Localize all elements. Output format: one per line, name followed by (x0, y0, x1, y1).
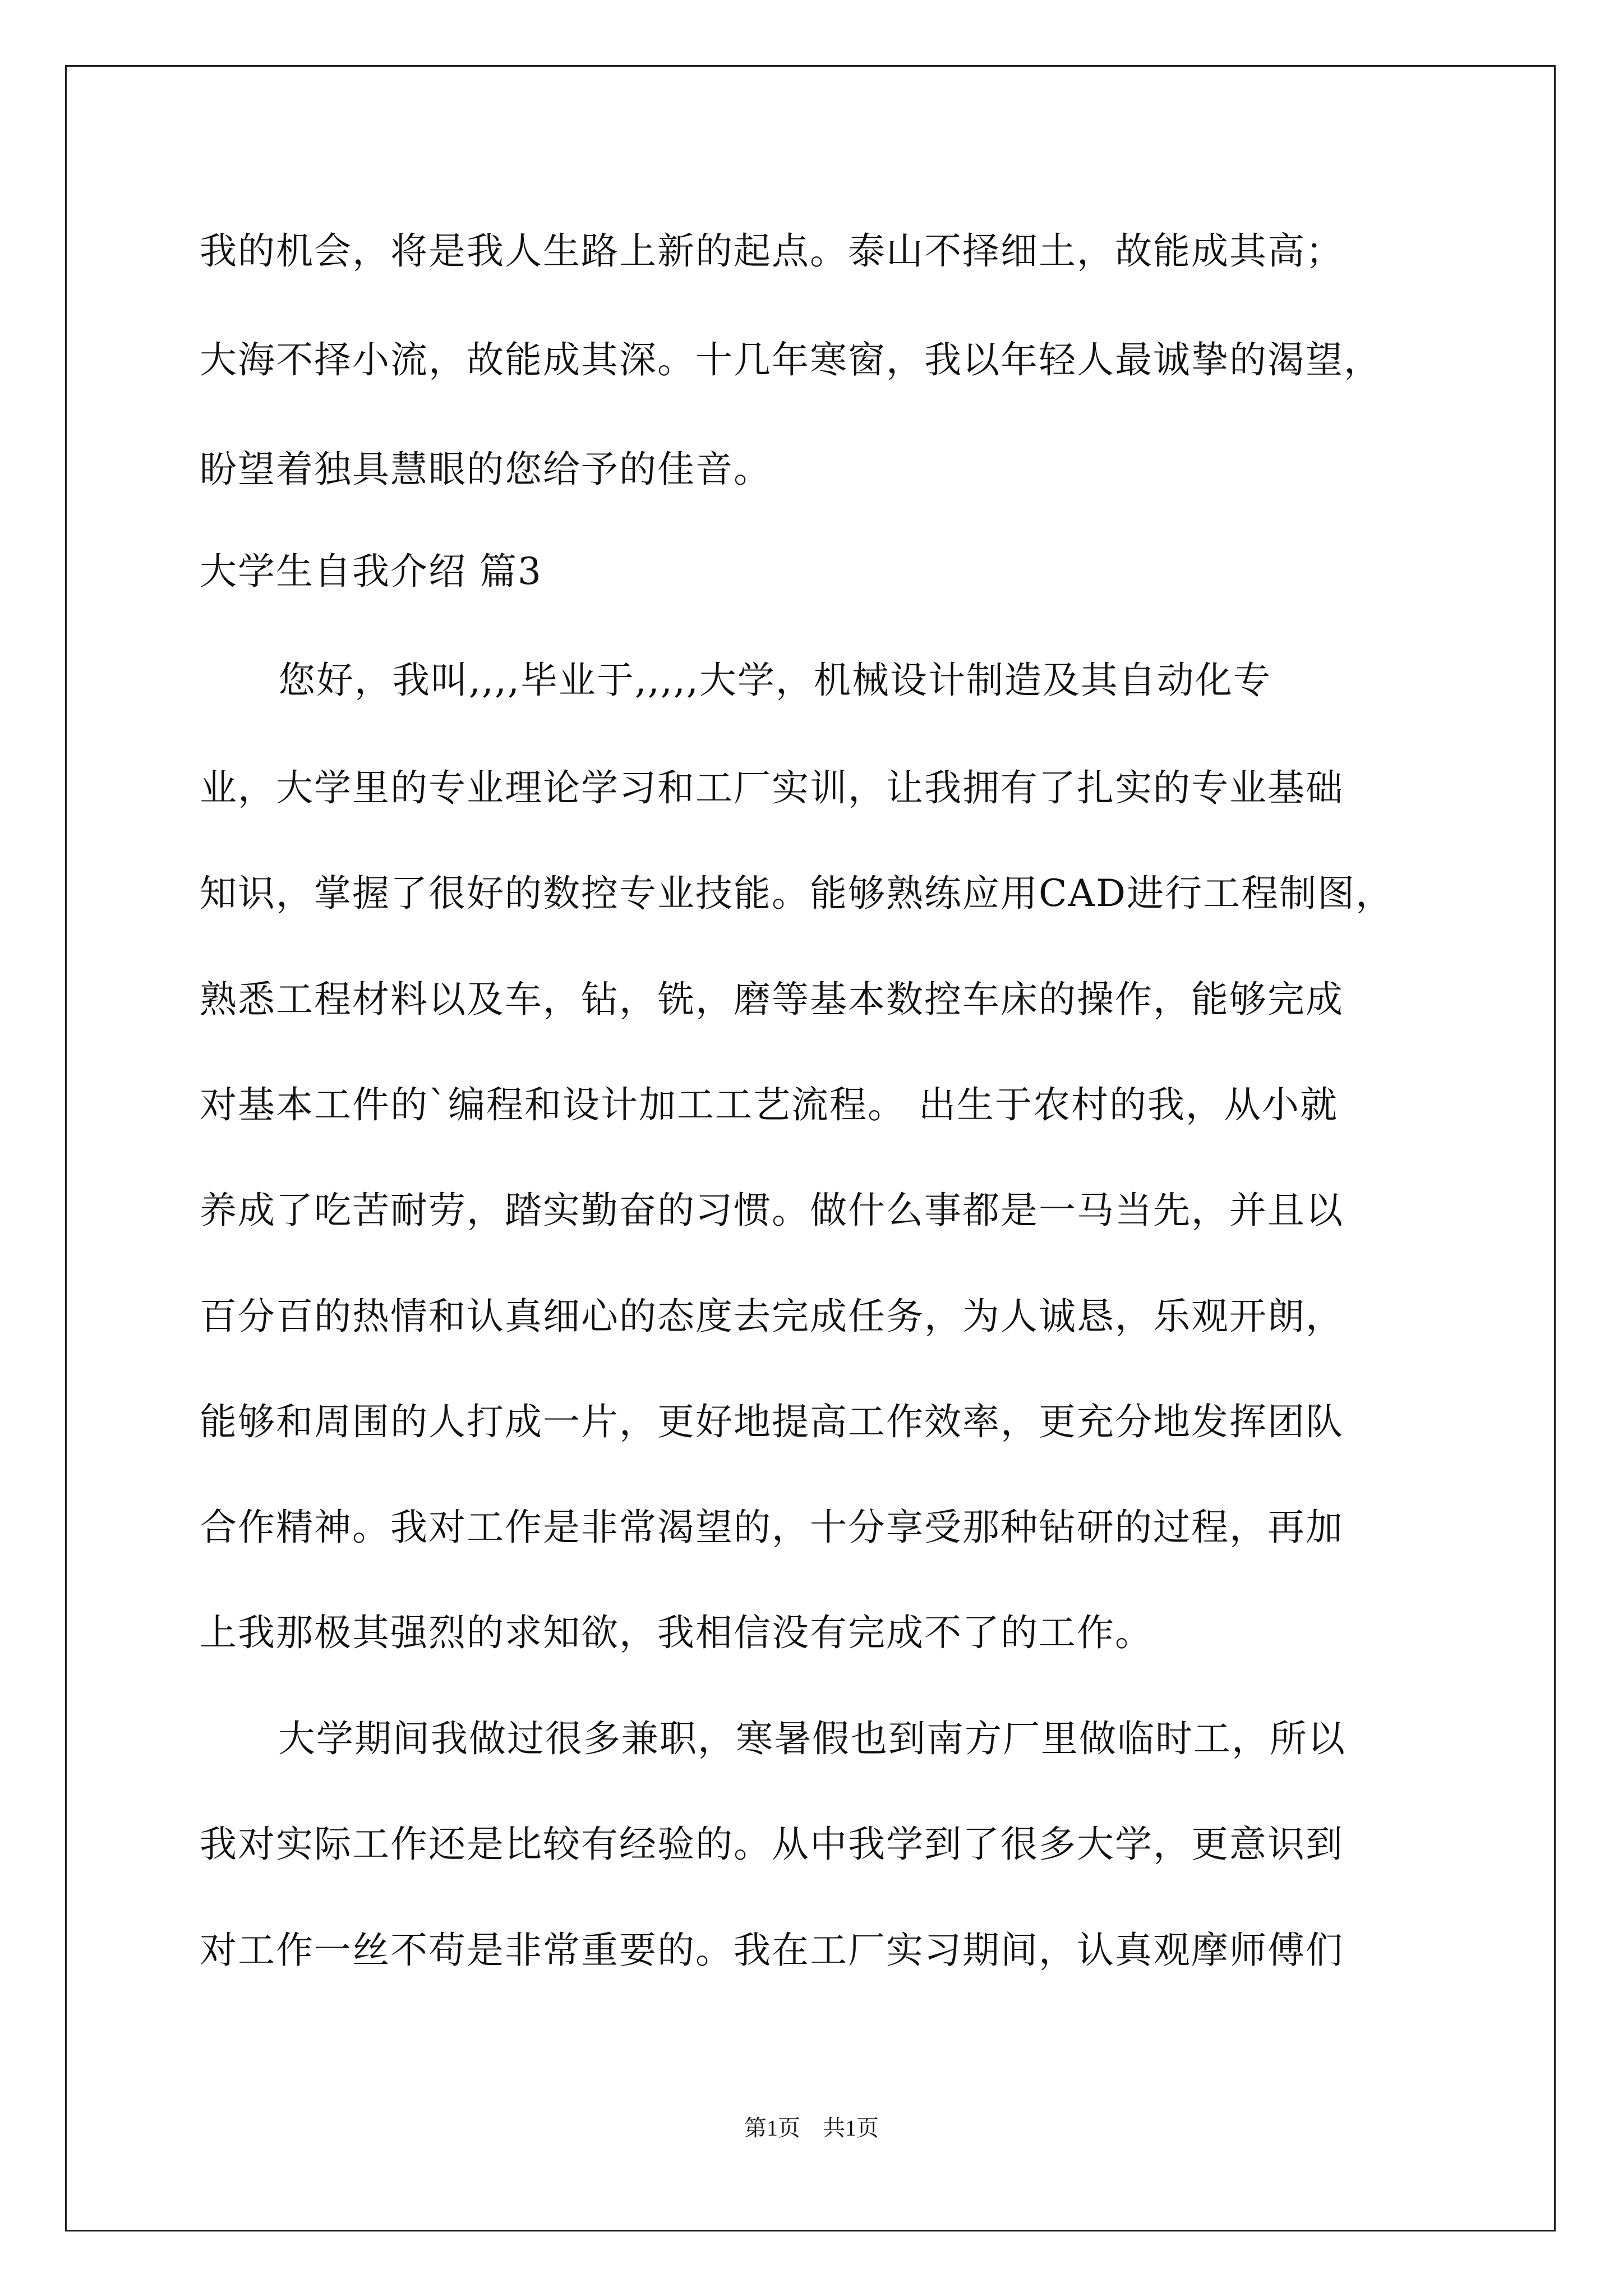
body-text-line: 养成了吃苦耐劳，踏实勤奋的习惯。做什么事都是一马当先，并且以 (200, 1189, 1344, 1232)
page-frame (65, 65, 1556, 2231)
body-text-line: 我的机会，将是我人生路上新的起点。泰山不择细土，故能成其高； (200, 229, 1344, 273)
body-text-line: 熟悉工程材料以及车，钻，铣，磨等基本数控车床的操作，能够完成 (200, 978, 1344, 1021)
paragraph-first-line: 大学期间我做过很多兼职，寒暑假也到南方厂里做临时工，所以 (278, 1717, 1346, 1760)
body-text-line: 盼望着独具慧眼的您给予的佳音。 (200, 448, 772, 491)
body-text-line: 对基本工件的`编程和设计加工工艺流程。 出生于农村的我，从小就 (200, 1083, 1338, 1126)
body-text-line: 我对实际工作还是比较有经验的。从中我学到了很多大学，更意识到 (200, 1823, 1344, 1866)
page-number-footer: 第1页 共1页 (744, 2115, 879, 2141)
body-text-line: 业，大学里的专业理论学习和工厂实训，让我拥有了扎实的专业基础 (200, 766, 1344, 809)
body-text-line: 百分百的热情和认真细心的态度去完成任务，为人诚恳，乐观开朗， (200, 1295, 1344, 1338)
body-text-line: 对工作一丝不苟是非常重要的。我在工厂实习期间，认真观摩师傅们 (200, 1929, 1344, 1972)
body-text-line: 合作精神。我对工作是非常渴望的，十分享受那种钻研的过程，再加 (200, 1506, 1344, 1549)
body-text-line: 上我那极其强烈的求知欲，我相信没有完成不了的工作。 (200, 1611, 1153, 1654)
body-text-line: 知识，掌握了很好的数控专业技能。能够熟练应用CAD进行工程制图， (200, 872, 1394, 915)
section-heading: 大学生自我介绍 篇3 (200, 550, 542, 593)
body-text-line: 大海不择小流，故能成其深。十几年寒窗，我以年轻人最诚挚的渴望， (200, 338, 1382, 381)
body-text-line: 能够和周围的人打成一片，更好地提高工作效率，更充分地发挥团队 (200, 1400, 1344, 1443)
paragraph-first-line: 您好，我叫,,,,毕业于,,,,,大学，机械设计制造及其自动化专 (278, 659, 1271, 702)
